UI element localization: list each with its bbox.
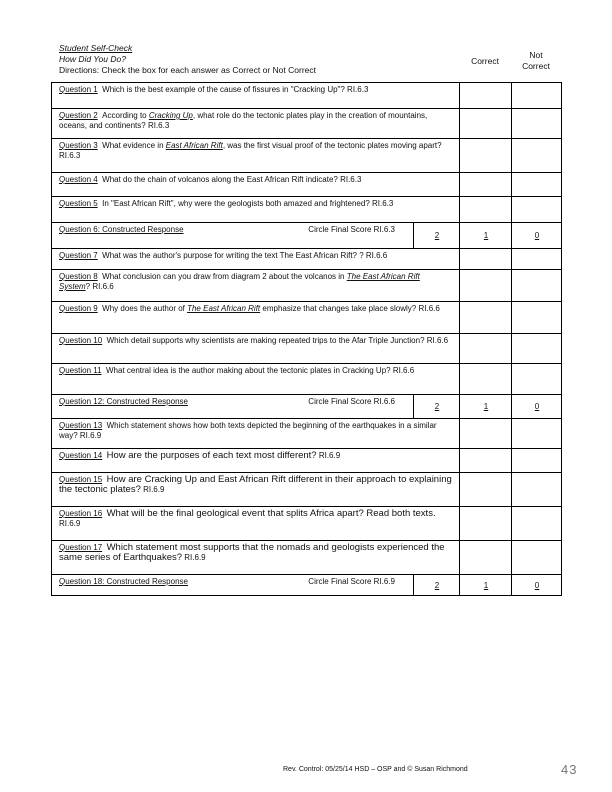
column-header-not-correct [511, 50, 561, 72]
question-standard: , what role do the tectonic plates play in the creation of mountains, oceans, and continents? RI.6.3 [59, 111, 428, 130]
correct-checkbox[interactable] [460, 541, 512, 575]
question-standard: RI.6.9 [316, 451, 341, 460]
question-label: Question 6: Constructed Response [59, 225, 184, 234]
footer: Rev. Control: 05/25/14 HSD – OSP and © Susan Richmond [283, 766, 468, 773]
table-row [52, 223, 562, 249]
text-title-reference: East African Rift [165, 141, 223, 150]
circle-final-score: Circle Final Score RI.6.6 [308, 397, 395, 406]
table-row [52, 249, 562, 270]
question-standard: RI.6.9 [140, 485, 165, 494]
not-correct-checkbox[interactable] [512, 139, 562, 173]
correct-checkbox[interactable] [460, 507, 512, 541]
not-correct-checkbox[interactable] [512, 419, 562, 449]
table-row [52, 395, 562, 419]
question-label: Question 11 [59, 366, 102, 375]
question-label: Question 17 [59, 543, 103, 552]
question-standard: RI.6.9 [59, 519, 81, 528]
table-row [52, 419, 562, 449]
not-correct-checkbox[interactable] [512, 249, 562, 270]
question-text: What evidence in [102, 141, 166, 150]
question-standard: What central idea is the author making about the tectonic plates in Cracking Up? RI.6.6 [106, 366, 415, 375]
question-cell [52, 575, 414, 596]
table-row [52, 139, 562, 173]
question-cell [52, 395, 414, 419]
question-label: Question 7 [59, 251, 98, 260]
question-text: How are the purposes of each text most different? [106, 450, 317, 461]
correct-checkbox[interactable] [460, 364, 512, 395]
score-2[interactable]: 2 [414, 223, 460, 249]
question-label: Question 4 [59, 175, 98, 184]
question-cell [52, 449, 460, 473]
not-correct-checkbox[interactable] [512, 302, 562, 334]
table-row [52, 270, 562, 302]
table-row [52, 173, 562, 197]
table-row [52, 197, 562, 223]
header [59, 43, 459, 76]
question-cell [52, 173, 460, 197]
not-correct-checkbox[interactable] [512, 507, 562, 541]
question-cell [52, 223, 414, 249]
correct-checkbox[interactable] [460, 473, 512, 507]
question-label: Question 1 [59, 85, 98, 94]
correct-checkbox[interactable] [460, 139, 512, 173]
table-row [52, 109, 562, 139]
score-2[interactable]: 2 [414, 575, 460, 596]
text-title-reference: The East African Rift [187, 304, 261, 313]
correct-checkbox[interactable] [460, 173, 512, 197]
table-row [52, 83, 562, 109]
question-cell [52, 109, 460, 139]
table-row [52, 507, 562, 541]
correct-checkbox[interactable] [460, 270, 512, 302]
question-label: Question 10 [59, 336, 103, 345]
not-correct-checkbox[interactable] [512, 473, 562, 507]
not-correct-checkbox[interactable] [512, 270, 562, 302]
not-label: Not [529, 50, 543, 60]
question-cell [52, 83, 460, 109]
not-correct-checkbox[interactable] [512, 197, 562, 223]
not-correct-checkbox[interactable] [512, 449, 562, 473]
correct-checkbox[interactable] [460, 449, 512, 473]
question-label: Question 3 [59, 141, 98, 150]
question-text: Which statement most supports that the nomads and geologists experienced the same series of Earthquakes? [59, 542, 445, 563]
correct-checkbox[interactable] [460, 83, 512, 109]
question-text: According to [102, 111, 149, 120]
question-standard: , was the first visual proof of the tectonic plates moving apart? RI.6.3 [59, 141, 442, 160]
not-correct-checkbox[interactable] [512, 83, 562, 109]
question-label: Question 2 [59, 111, 98, 120]
directions: Directions: Check the box for each answer as Correct or Not Correct [59, 65, 316, 75]
correct-checkbox[interactable] [460, 197, 512, 223]
question-text: How are Cracking Up and East African Rift different in their approach to explaining the tectonic plates? [59, 474, 452, 495]
question-standard: Which is the best example of the cause of fissures in "Cracking Up"? RI.6.3 [102, 85, 369, 94]
question-label: Question 16 [59, 509, 103, 518]
correct-checkbox[interactable] [460, 109, 512, 139]
question-cell [52, 139, 460, 173]
question-standard: What do the chain of volcanos along the East African Rift indicate? RI.6.3 [102, 175, 362, 184]
table-row [52, 575, 562, 596]
score-2[interactable]: 2 [414, 395, 460, 419]
question-label: Question 9 [59, 304, 98, 313]
score-1[interactable]: 1 [460, 223, 512, 249]
question-cell [52, 541, 460, 575]
question-cell [52, 197, 460, 223]
question-label: Question 14 [59, 451, 103, 460]
question-standard: What was the author's purpose for writing the text The East African Rift? ? RI.6.6 [102, 251, 388, 260]
score-0[interactable]: 0 [512, 395, 562, 419]
score-1[interactable]: 1 [460, 395, 512, 419]
sheet-subtitle: How Did You Do? [59, 54, 126, 64]
correct-checkbox[interactable] [460, 419, 512, 449]
question-cell [52, 507, 460, 541]
text-title-reference: The East African Rift System [59, 272, 420, 291]
question-standard: emphasize that changes take place slowly? RI.6.6 [260, 304, 440, 313]
question-standard: ? RI.6.6 [85, 282, 114, 291]
question-cell [52, 334, 460, 364]
question-standard: In "East African Rift", why were the geologists both amazed and frightened? RI.6.3 [102, 199, 394, 208]
question-cell [52, 302, 460, 334]
score-0[interactable]: 0 [512, 575, 562, 596]
page-number: 43 [561, 762, 578, 777]
table-row [52, 473, 562, 507]
text-title-reference: Cracking Up [148, 111, 193, 120]
question-cell [52, 419, 460, 449]
circle-final-score: Circle Final Score RI.6.3 [308, 225, 395, 234]
score-1[interactable]: 1 [460, 575, 512, 596]
not-correct-checkbox[interactable] [512, 334, 562, 364]
correct-checkbox[interactable] [460, 249, 512, 270]
self-check-table [51, 82, 562, 596]
question-cell [52, 270, 460, 302]
question-label: Question 18: Constructed Response [59, 577, 188, 586]
question-text: What conclusion can you draw from diagram 2 about the volcanos in [102, 272, 347, 281]
score-0[interactable]: 0 [512, 223, 562, 249]
correct-checkbox[interactable] [460, 334, 512, 364]
not-correct-checkbox[interactable] [512, 109, 562, 139]
not-correct-checkbox[interactable] [512, 364, 562, 395]
question-standard: Which detail supports why scientists are making repeated trips to the Afar Triple Junction? RI.6.6 [106, 336, 449, 345]
question-label: Question 13 [59, 421, 103, 430]
correct-checkbox[interactable] [460, 302, 512, 334]
question-standard: Which statement shows how both texts depicted the beginning of the earthquakes in a similar way? RI.6.9 [59, 421, 437, 440]
table-row [52, 541, 562, 575]
not-correct-checkbox[interactable] [512, 541, 562, 575]
table-row [52, 364, 562, 395]
question-cell [52, 364, 460, 395]
question-text: Why does the author of [102, 304, 188, 313]
correct-label: Correct [522, 61, 550, 71]
column-header-correct: Correct [471, 56, 499, 66]
not-correct-checkbox[interactable] [512, 173, 562, 197]
sheet-title: Student Self-Check [59, 43, 133, 53]
table-row [52, 302, 562, 334]
question-label: Question 12: Constructed Response [59, 397, 188, 406]
question-label: Question 5 [59, 199, 98, 208]
table-row [52, 334, 562, 364]
circle-final-score: Circle Final Score RI.6.9 [308, 577, 395, 586]
question-label: Question 15 [59, 475, 103, 484]
question-standard: RI.6.9 [182, 553, 206, 562]
question-label: Question 8 [59, 272, 98, 281]
table-row [52, 449, 562, 473]
question-text: What will be the final geological event that splits Africa apart? Read both texts. [106, 508, 436, 519]
question-cell [52, 473, 460, 507]
question-cell [52, 249, 460, 270]
